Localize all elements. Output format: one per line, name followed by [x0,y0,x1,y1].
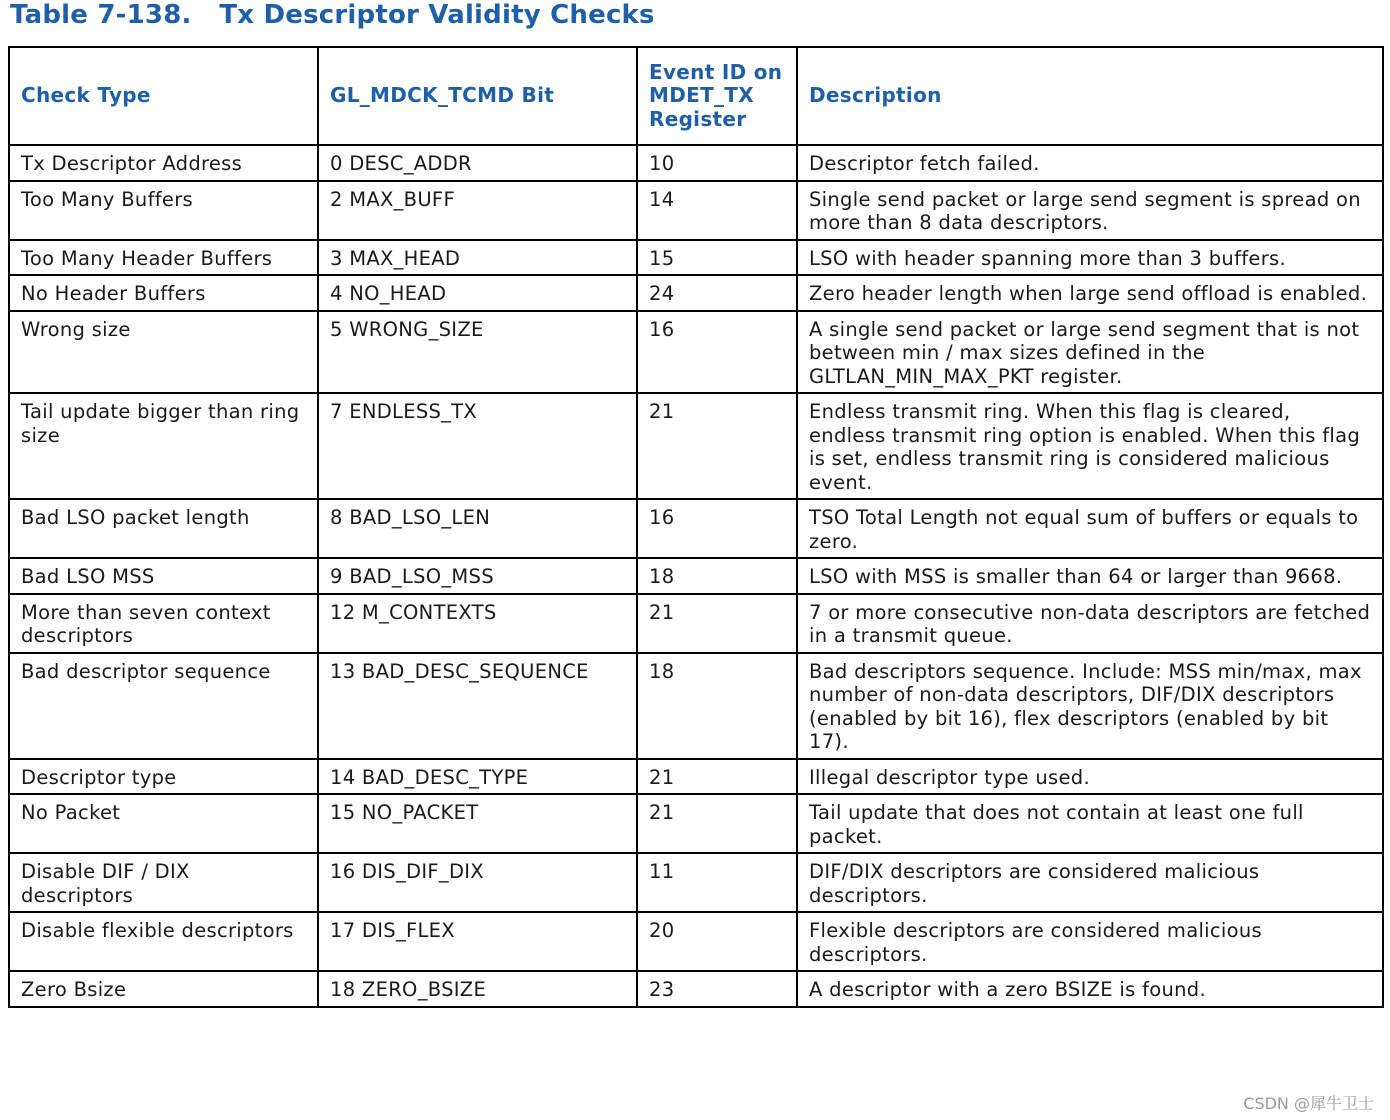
cell-description: Illegal descriptor type used. [797,759,1383,795]
cell-description: Endless transmit ring. When this flag is cleared, endless transmit ring option is enabled. When this flag is set, endless transmit ring is considered malicious event. [797,393,1383,499]
cell-bit: 16 DIS_DIF_DIX [318,853,637,912]
cell-description: Descriptor fetch failed. [797,145,1383,181]
cell-event-id: 23 [637,971,797,1007]
cell-check-type: Disable flexible descriptors [9,912,318,971]
cell-check-type: Bad LSO MSS [9,558,318,594]
cell-description: Zero header length when large send offload is enabled. [797,275,1383,311]
cell-check-type: No Packet [9,794,318,853]
cell-bit: 7 ENDLESS_TX [318,393,637,499]
cell-check-type: Zero Bsize [9,971,318,1007]
table-row [9,594,1383,653]
cell-event-id: 21 [637,759,797,795]
cell-bit: 17 DIS_FLEX [318,912,637,971]
cell-event-id: 18 [637,653,797,759]
cell-check-type: Bad LSO packet length [9,499,318,558]
cell-description: LSO with MSS is smaller than 64 or larger than 9668. [797,558,1383,594]
table-row [9,499,1383,558]
header-event-id: Event ID on MDET_TX Register [637,47,797,145]
validity-table-container [8,46,1384,1008]
table-row [9,311,1383,394]
cell-check-type: Bad descriptor sequence [9,653,318,759]
cell-description: TSO Total Length not equal sum of buffers or equals to zero. [797,499,1383,558]
table-row [9,145,1383,181]
cell-event-id: 21 [637,594,797,653]
cell-description: A descriptor with a zero BSIZE is found. [797,971,1383,1007]
cell-event-id: 21 [637,794,797,853]
table-title: Table 7-138. Tx Descriptor Validity Checks [10,0,655,30]
cell-bit: 13 BAD_DESC_SEQUENCE [318,653,637,759]
cell-check-type: Descriptor type [9,759,318,795]
cell-bit: 3 MAX_HEAD [318,240,637,276]
cell-event-id: 16 [637,499,797,558]
cell-bit: 2 MAX_BUFF [318,181,637,240]
cell-bit: 18 ZERO_BSIZE [318,971,637,1007]
cell-event-id: 15 [637,240,797,276]
cell-bit: 0 DESC_ADDR [318,145,637,181]
table-row [9,853,1383,912]
validity-checks-table [8,46,1384,1008]
cell-event-id: 11 [637,853,797,912]
table-row [9,794,1383,853]
cell-check-type: Disable DIF / DIX descriptors [9,853,318,912]
cell-description: 7 or more consecutive non-data descriptors are fetched in a transmit queue. [797,594,1383,653]
table-row [9,181,1383,240]
cell-description: Flexible descriptors are considered malicious descriptors. [797,912,1383,971]
table-row [9,275,1383,311]
csdn-watermark: CSDN @犀牛卫士 [1241,1091,1376,1114]
cell-bit: 14 BAD_DESC_TYPE [318,759,637,795]
cell-bit: 9 BAD_LSO_MSS [318,558,637,594]
header-check-type: Check Type [9,47,318,145]
cell-event-id: 10 [637,145,797,181]
cell-bit: 4 NO_HEAD [318,275,637,311]
header-description: Description [797,47,1383,145]
cell-bit: 8 BAD_LSO_LEN [318,499,637,558]
cell-bit: 15 NO_PACKET [318,794,637,853]
cell-description: Bad descriptors sequence. Include: MSS min/max, max number of non-data descriptors, DIF/DIX descriptors (enabled by bit 16), flex descriptors (enabled by bit 17). [797,653,1383,759]
table-row [9,971,1383,1007]
table-row [9,912,1383,971]
cell-check-type: Wrong size [9,311,318,394]
table-header-row [9,47,1383,145]
cell-description: Single send packet or large send segment is spread on more than 8 data descriptors. [797,181,1383,240]
cell-check-type: No Header Buffers [9,275,318,311]
table-row [9,393,1383,499]
cell-description: A single send packet or large send segment that is not between min / max sizes defined in the GLTLAN_MIN_MAX_PKT register. [797,311,1383,394]
cell-event-id: 16 [637,311,797,394]
header-gl-mdck-tcmd-bit: GL_MDCK_TCMD Bit [318,47,637,145]
cell-description: Tail update that does not contain at least one full packet. [797,794,1383,853]
cell-event-id: 14 [637,181,797,240]
cell-event-id: 21 [637,393,797,499]
table-row [9,240,1383,276]
cell-description: LSO with header spanning more than 3 buffers. [797,240,1383,276]
table-row [9,558,1383,594]
cell-check-type: Tail update bigger than ring size [9,393,318,499]
table-row [9,759,1383,795]
cell-check-type: Too Many Buffers [9,181,318,240]
cell-event-id: 24 [637,275,797,311]
cell-bit: 12 M_CONTEXTS [318,594,637,653]
cell-check-type: More than seven context descriptors [9,594,318,653]
cell-description: DIF/DIX descriptors are considered malicious descriptors. [797,853,1383,912]
cell-bit: 5 WRONG_SIZE [318,311,637,394]
cell-check-type: Too Many Header Buffers [9,240,318,276]
table-row [9,653,1383,759]
cell-event-id: 20 [637,912,797,971]
cell-event-id: 18 [637,558,797,594]
cell-check-type: Tx Descriptor Address [9,145,318,181]
